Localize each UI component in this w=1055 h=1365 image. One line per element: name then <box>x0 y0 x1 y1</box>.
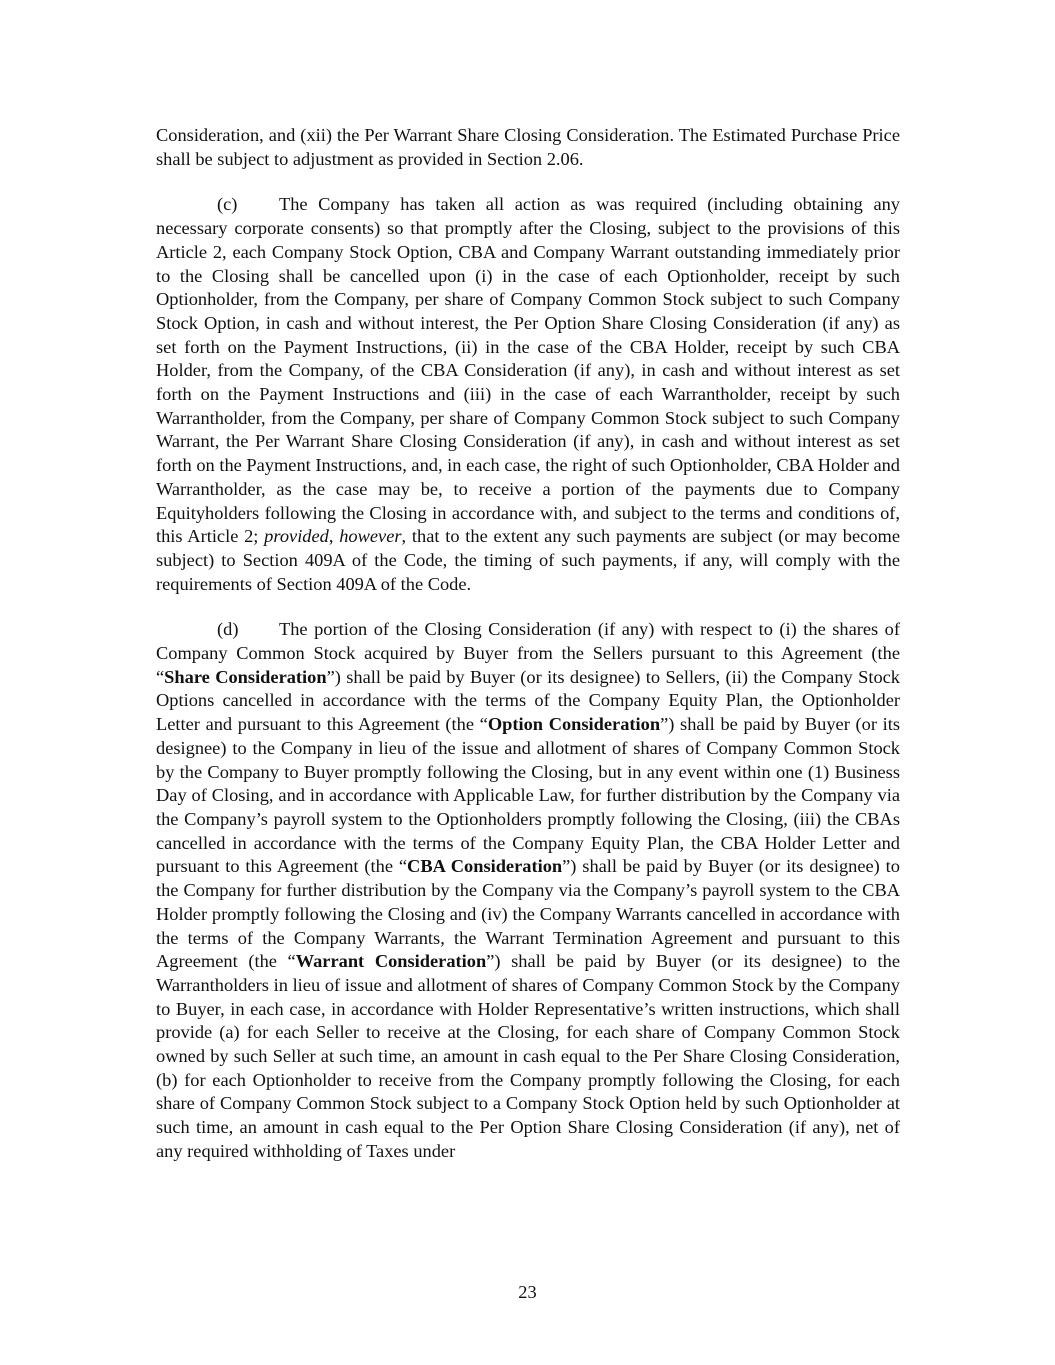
paragraph-c <box>156 193 900 596</box>
paragraph-c-text: The Company has taken all action as was required (including obtaining any necessary corporate consents) so that promptly after the Closing, subject to the provisions of this Article 2, each Company Stock Option, CBA and Company Warrant outstanding immediately prior to the Closing shall be cancelled upon (i) in the case of each Optionholder, receipt by such Optionholder, from the Company, per share of Company Common Stock subject to such Company Stock Option, in cash and without interest, the Per Option Share Closing Consideration (if any) as set forth on the Payment Instructions, (ii) in the case of the CBA Holder, receipt by such CBA Holder, from the Company, of the CBA Consideration (if any), in cash and without interest as set forth on the Payment Instructions and (iii) in the case of each Warrantholder, receipt by such Warrantholder, from the Company, per share of Company Common Stock subject to such Company Warrant, the Per Warrant Share Closing Consideration (if any), in cash and without interest as set forth on the Payment Instructions, and, in each case, the right of such Optionholder, CBA Holder and Warrantholder, as the case may be, to receive a portion of the payments due to Company Equityholders following the Closing in accordance with, and subject to the terms and conditions of, this Article 2; <box>156 194 900 547</box>
paragraph-d <box>156 618 900 1163</box>
defined-term-share-consideration: Share Consideration <box>164 666 327 687</box>
defined-term-cba-consideration: CBA Consideration <box>407 856 563 877</box>
paragraph-b-continuation <box>156 124 900 171</box>
page-number: 23 <box>518 1282 537 1302</box>
defined-term-option-consideration: Option Consideration <box>487 714 661 735</box>
paragraph-d-text: ”) shall be paid by Buyer (or its designee) to the Company for further distribution by the Company via the Company’s payroll system to the CBA Holder promptly following the Closing and (iv) the Company Warrants cancelled in accordance with the terms of the Company Warrants, the Warrant Termination Agreement and pursuant to this Agreement (the “ <box>156 856 900 972</box>
paragraph-d-text: ”) shall be paid by Buyer (or its designee) to Sellers, (ii) the Company Stock Options cancelled in accordance with the terms of the Company Equity Plan, the Optionholder Letter and pursuant to this Agreement (the “ <box>156 666 901 735</box>
paragraph-b-text: Consideration, and (xii) the Per Warrant Share Closing Consideration. The Estimated Purchase Price shall be subject to adjustment as provided in Section 2.06. <box>156 125 900 169</box>
paragraph-c-provided: provided <box>264 526 329 547</box>
paragraph-d-label: (d) <box>217 619 239 640</box>
paragraph-c-text: , <box>328 526 340 547</box>
paragraph-d-text: The portion of the Closing Consideration (if any) with respect to (i) the shares of Company Common Stock acquired by Buyer from the Sellers pursuant to this Agreement (the “ <box>156 619 900 687</box>
paragraph-c-label: (c) <box>217 194 238 215</box>
page-body <box>156 124 900 1186</box>
paragraph-c-however: however <box>339 526 402 547</box>
defined-term-warrant-consideration: Warrant Consideration <box>295 951 487 972</box>
paragraph-d-text: ”) shall be paid by Buyer (or its designee) to the Company in lieu of the issue and allotment of shares of Company Common Stock by the Company to Buyer promptly following the Closing, but in any event within one (1) Business Day of Closing, and in accordance with Applicable Law, for further distribution by the Company via the Company’s payroll system to the Optionholders promptly following the Closing, (iii) the CBAs cancelled in accordance with the terms of the Company Equity Plan, the CBA Holder Letter and pursuant to this Agreement (the “ <box>156 714 900 877</box>
paragraph-d-text: ”) shall be paid by Buyer (or its designee) to the Warrantholders in lieu of issue and allotment of shares of Company Common Stock by the Company to Buyer, in each case, in accordance with Holder Representative’s written instructions, which shall provide (a) for each Seller to receive at the Closing, for each share of Company Common Stock owned by such Seller at such time, an amount in cash equal to the Per Share Closing Consideration, (b) for each Optionholder to receive from the Company promptly following the Closing, for each share of Company Common Stock subject to a Company Stock Option held by such Optionholder at such time, an amount in cash equal to the Per Option Share Closing Consideration (if any), net of any required withholding of Taxes under <box>156 951 900 1161</box>
paragraph-c-text: , that to the extent any such payments are subject (or may become subject) to Section 409A of the Code, the timing of such payments, if any, will comply with the requirements of Section 409A of the Code. <box>156 526 900 594</box>
